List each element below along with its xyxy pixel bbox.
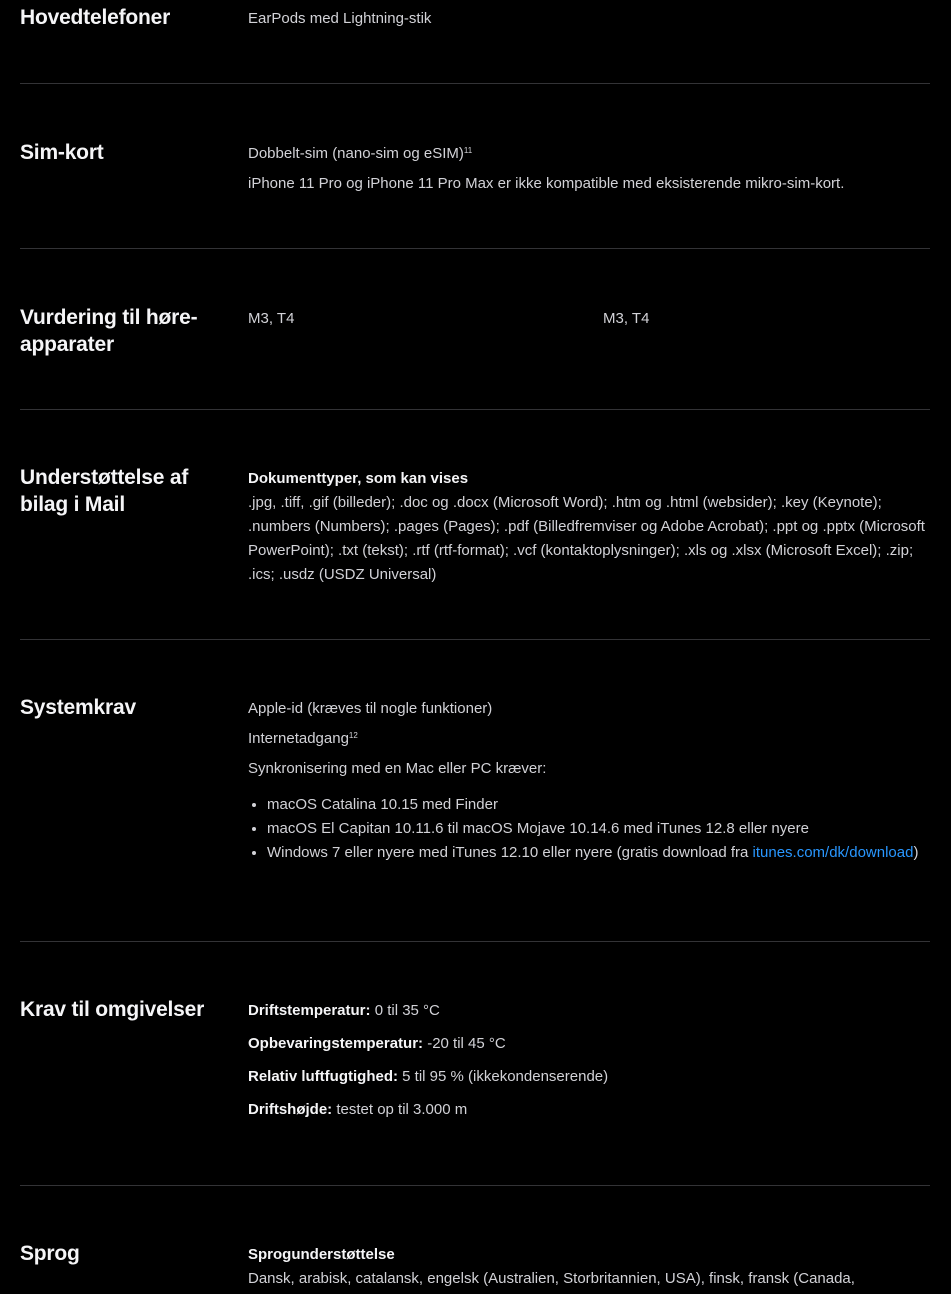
bullet-text-end: ) <box>913 844 919 861</box>
spec-heading-system-requirements: Systemkrav <box>20 696 136 719</box>
divider <box>20 83 930 84</box>
env-label: Relativ luftfugtighed: <box>248 1068 398 1085</box>
sim-line-1 <box>248 142 928 172</box>
heading-line: bilag i Mail <box>20 493 125 516</box>
spec-heading-headphones: Hovedtelefoner <box>20 6 171 29</box>
spec-heading-mail-attachments <box>20 464 225 518</box>
system-sync-intro: Synkronisering med en Mac eller PC kræver: <box>248 760 547 777</box>
bullet-text: Windows 7 eller nyere med iTunes 12.10 eller nyere (gratis download fra <box>267 844 753 861</box>
spec-content-system-requirements <box>248 697 928 865</box>
itunes-download-link[interactable]: itunes.com/dk/download <box>752 844 914 861</box>
spec-heading-sim: Sim-kort <box>20 141 104 164</box>
mail-file-types: .jpg, .tiff, .gif (billeder); .doc og .docx (Microsoft Word); .htm og .html (websider); .key (Keynote); .numbers (Numbers); .pages (Pages); .pdf (Billedfremviser og Adobe Acrobat); .ppt og .pptx (Microsoft PowerPoint); .txt (tekst); .rtf (rtf-format); .vcf (kontaktoplysninger); .xls og .xlsx (Microsoft Excel); .zip; .ics; .usdz (USDZ Universal) <box>248 494 925 583</box>
divider <box>20 639 930 640</box>
system-internet <box>248 727 928 757</box>
internet-text: Internetadgang <box>248 730 349 747</box>
spec-heading-language: Sprog <box>20 1242 80 1265</box>
heading-line: apparater <box>20 333 114 356</box>
env-label: Driftshøjde: <box>248 1101 333 1118</box>
spec-heading-hearing-aid <box>20 304 225 358</box>
spec-content-hearing-aid <box>248 307 928 331</box>
list-item: • macOS Catalina 10.15 med Finder <box>267 793 928 817</box>
env-value: 5 til 95 % (ikkekondenserende) <box>398 1068 609 1085</box>
env-label: Opbevaringstemperatur: <box>248 1035 424 1052</box>
env-operating-temp <box>248 999 928 1032</box>
env-value: -20 til 45 °C <box>423 1035 506 1052</box>
env-storage-temp <box>248 1032 928 1065</box>
spec-content-mail-attachments <box>248 467 928 587</box>
hearing-rating-left: M3, T4 <box>248 310 295 327</box>
divider <box>20 409 930 410</box>
env-value: 0 til 35 °C <box>370 1002 440 1019</box>
env-label: Driftstemperatur: <box>248 1002 371 1019</box>
system-sync-list <box>248 793 928 865</box>
spec-content-headphones <box>248 7 928 31</box>
list-item <box>267 841 928 865</box>
system-apple-id: Apple-id (kræves til nogle funktioner) <box>248 700 493 717</box>
spec-content-environment <box>248 999 928 1131</box>
divider <box>20 248 930 249</box>
spec-content-language <box>248 1243 928 1291</box>
divider <box>20 1185 930 1186</box>
footnote-marker[interactable]: 11 <box>463 146 473 155</box>
heading-line: Vurdering til høre- <box>20 306 198 329</box>
mail-subtitle: Dokumenttyper, som kan vises <box>248 470 469 487</box>
heading-line: Understøttelse af <box>20 466 189 489</box>
language-subtitle: Sprogunderstøttelse <box>248 1246 395 1263</box>
headphones-value: EarPods med Lightning-stik <box>248 10 432 27</box>
divider <box>20 941 930 942</box>
list-item: • macOS El Capitan 10.11.6 til macOS Mojave 10.14.6 med iTunes 12.8 eller nyere <box>267 817 928 841</box>
env-humidity <box>248 1065 928 1098</box>
hearing-rating-right: M3, T4 <box>603 310 650 327</box>
env-value: testet op til 3.000 m <box>332 1101 468 1118</box>
spec-content-sim <box>248 142 928 196</box>
sim-compat-note: iPhone 11 Pro og iPhone 11 Pro Max er ikke kompatible med eksisterende mikro-sim-kort. <box>248 175 845 192</box>
sim-type-text: Dobbelt-sim (nano-sim og eSIM) <box>248 145 464 162</box>
footnote-marker[interactable]: 12 <box>348 731 358 740</box>
language-list: Dansk, arabisk, catalansk, engelsk (Australien, Storbritannien, USA), finsk, fransk (Canada, <box>248 1270 855 1287</box>
env-altitude <box>248 1098 928 1131</box>
spec-heading-environment: Krav til omgivelser <box>20 998 205 1021</box>
